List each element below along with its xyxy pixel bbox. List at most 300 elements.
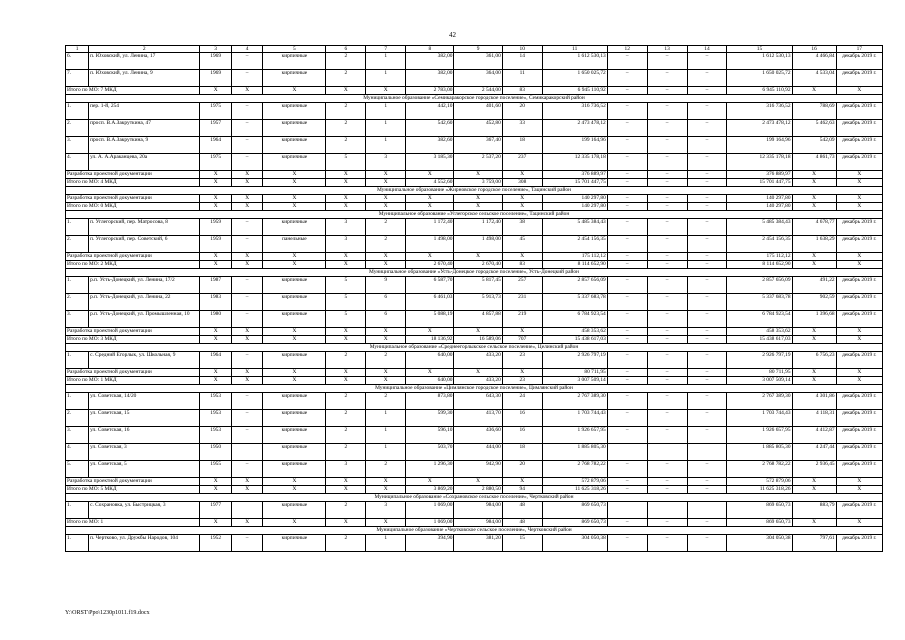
table-cell: 219 — [502, 311, 542, 328]
table-cell: 4 861,73 — [792, 154, 836, 171]
row-number-cell: 3. — [66, 137, 89, 154]
table-cell: 38 — [502, 219, 542, 236]
summary-cell: X — [231, 369, 263, 377]
table-cell: 2 — [326, 427, 366, 444]
table-cell: 1 — [366, 427, 406, 444]
table-cell: 2 — [326, 393, 366, 410]
table-row — [66, 444, 883, 461]
summary-cell: X — [836, 369, 882, 377]
table-cell: 4 247,44 — [792, 444, 836, 461]
summary-cell: 80 711,95 — [727, 369, 792, 377]
table-cell: кирпичные — [263, 352, 326, 369]
summary-row — [66, 486, 883, 494]
summary-cell: – — [687, 171, 727, 179]
table-row — [66, 410, 883, 427]
table-cell: – — [231, 393, 263, 410]
table-cell: 942,90 — [454, 461, 502, 478]
address-cell: р.п. Усть-Донецкий, ул. Промышленная, 10 — [89, 311, 200, 328]
summary-cell: X — [326, 195, 366, 203]
table-cell: – — [607, 53, 647, 70]
summary-cell: 2 544,00 — [454, 87, 502, 95]
summary-cell: X — [792, 261, 836, 269]
table-cell: 788,69 — [792, 103, 836, 120]
row-number-cell: 1. — [66, 103, 89, 120]
summary-cell: X — [454, 369, 502, 377]
summary-cell: 707 — [502, 336, 542, 344]
table-cell: – — [647, 137, 687, 154]
address-cell: ул. Советская, 14/20 — [89, 393, 200, 410]
table-cell: 5 — [326, 277, 366, 294]
table-cell: – — [607, 410, 647, 427]
table-cell: декабрь 2019 г. — [836, 219, 882, 236]
summary-cell: X — [231, 377, 263, 385]
column-number-cell: 6 — [326, 46, 366, 53]
summary-cell: – — [687, 519, 727, 527]
table-cell: – — [607, 154, 647, 171]
table-cell: 16 — [502, 427, 542, 444]
summary-cell: X — [200, 171, 232, 179]
summary-cell: X — [263, 377, 326, 385]
table-cell: – — [607, 311, 647, 328]
address-cell: с. Средний Егорлык, ул. Школьная, 9 — [89, 352, 200, 369]
summary-cell: X — [326, 519, 366, 527]
summary-cell: X — [231, 336, 263, 344]
table-cell: – — [231, 427, 263, 444]
table-cell: 2 — [366, 461, 406, 478]
summary-cell: – — [687, 253, 727, 261]
summary-cell: X — [326, 171, 366, 179]
table-cell: декабрь 2019 г. — [836, 444, 882, 461]
summary-cell: X — [263, 369, 326, 377]
summary-row — [66, 519, 883, 527]
table-cell: 2 — [366, 236, 406, 253]
summary-cell: 2 880,50 — [454, 486, 502, 494]
summary-cell: X — [792, 253, 836, 261]
table-cell: 2 — [326, 502, 366, 519]
summary-cell: X — [454, 478, 502, 486]
summary-cell: 2 670,40 — [406, 261, 454, 269]
table-cell: – — [687, 120, 727, 137]
table-cell: – — [231, 137, 263, 154]
table-cell: – — [231, 410, 263, 427]
row-number-cell: 4. — [66, 154, 89, 171]
table-cell: 4 857,88 — [454, 311, 502, 328]
row-number-cell: 1. — [66, 352, 89, 369]
summary-cell: X — [792, 87, 836, 95]
table-cell: – — [687, 219, 727, 236]
table-cell: – — [647, 461, 687, 478]
table-cell: кирпичные — [263, 410, 326, 427]
address-cell: ул. Советская, 16 — [89, 427, 200, 444]
summary-cell: X — [366, 179, 406, 187]
summary-cell: X — [454, 195, 502, 203]
table-cell: 2 — [366, 219, 406, 236]
summary-cell: X — [792, 195, 836, 203]
table-cell: 316 736,52 — [727, 103, 792, 120]
address-cell: с. Сохрановка, ул. Быстрицкая, 3 — [89, 502, 200, 519]
table-cell: 361,00 — [454, 53, 502, 70]
summary-cell: X — [263, 478, 326, 486]
table-cell: 2 936,45 — [792, 461, 836, 478]
row-number-cell: 1. — [66, 219, 89, 236]
table-cell: – — [607, 393, 647, 410]
table-cell: – — [687, 393, 727, 410]
summary-cell: X — [836, 478, 882, 486]
summary-cell: X — [406, 253, 454, 261]
summary-cell: X — [792, 336, 836, 344]
table-cell: 14 — [502, 53, 542, 70]
summary-cell: X — [326, 179, 366, 187]
summary-label: Итого по МО: 2 МКД — [66, 261, 200, 269]
table-cell: – — [647, 427, 687, 444]
summary-cell: X — [263, 336, 326, 344]
summary-cell: X — [200, 336, 232, 344]
table-cell: 4 118,31 — [792, 410, 836, 427]
table-cell: – — [607, 352, 647, 369]
table-cell: 1 — [366, 120, 406, 137]
column-number-cell: 12 — [607, 46, 647, 53]
table-cell: 1964 — [200, 352, 232, 369]
summary-cell: X — [792, 369, 836, 377]
table-cell: 2 768 782,22 — [727, 461, 792, 478]
summary-cell: 18 136,92 — [406, 336, 454, 344]
table-cell: 5 — [326, 311, 366, 328]
summary-cell: 1 069,00 — [406, 519, 454, 527]
row-number-cell: 3. — [66, 311, 89, 328]
municipality-section-title: Муниципальное образование «Цимлянское городское поселение», Цимлянский район — [66, 385, 883, 393]
table-cell: 367,40 — [454, 137, 502, 154]
row-number-cell: 3. — [66, 427, 89, 444]
summary-cell: – — [607, 203, 647, 211]
table-cell: 5 337 683,78 — [542, 294, 607, 311]
summary-cell: X — [406, 478, 454, 486]
table-cell: 1 650 025,72 — [542, 70, 607, 87]
table-cell: 4 301,86 — [792, 393, 836, 410]
summary-cell: 11 625 318,26 — [542, 486, 607, 494]
summary-cell: 6 945 110,92 — [542, 87, 607, 95]
summary-cell: 3 007 509,14 — [727, 377, 792, 385]
table-cell: 1 612 530,13 — [727, 53, 792, 70]
summary-label: Разработка проектной документации — [66, 478, 200, 486]
table-cell: 869 650,73 — [727, 502, 792, 519]
row-number-cell: 1. — [66, 277, 89, 294]
table-cell: кирпичные — [263, 311, 326, 328]
table-cell: 5 088,19 — [406, 311, 454, 328]
summary-cell: X — [792, 519, 836, 527]
municipality-section-title: Муниципальное образование «Сохрановское сельское поселение», Чертковский район — [66, 494, 883, 502]
table-cell: – — [231, 219, 263, 236]
table-cell: – — [687, 461, 727, 478]
summary-cell: X — [263, 486, 326, 494]
column-number-cell: 9 — [454, 46, 502, 53]
table-cell: 1977 — [200, 502, 232, 519]
table-cell: – — [647, 535, 687, 552]
table-cell: декабрь 2019 г. — [836, 393, 882, 410]
table-cell: 1 885 805,30 — [542, 444, 607, 461]
summary-cell: – — [607, 486, 647, 494]
table-cell: – — [687, 352, 727, 369]
table-cell: – — [231, 311, 263, 328]
table-cell: – — [687, 154, 727, 171]
table-cell: 5 485 384,43 — [727, 219, 792, 236]
summary-cell: 308 — [502, 179, 542, 187]
summary-cell: X — [836, 328, 882, 336]
summary-row — [66, 336, 883, 344]
table-cell: 640,00 — [406, 352, 454, 369]
table-cell: кирпичные — [263, 277, 326, 294]
table-cell — [647, 444, 687, 461]
summary-cell: – — [647, 203, 687, 211]
summary-cell: 3 759,00 — [454, 179, 502, 187]
table-cell: 2 — [326, 352, 366, 369]
table-cell: – — [607, 219, 647, 236]
table-cell: 6 784 923,54 — [727, 311, 792, 328]
summary-row — [66, 261, 883, 269]
table-cell: – — [647, 53, 687, 70]
row-number-cell: 6. — [66, 53, 89, 70]
summary-cell: 175 112,12 — [727, 253, 792, 261]
summary-cell: X — [263, 519, 326, 527]
table-cell: 1953 — [200, 393, 232, 410]
row-number-cell: 7. — [66, 70, 89, 87]
summary-cell: X — [836, 87, 882, 95]
municipality-section-row — [66, 187, 883, 195]
summary-cell: – — [687, 328, 727, 336]
summary-cell: X — [836, 377, 882, 385]
table-cell: 6 756,23 — [792, 352, 836, 369]
summary-cell: X — [200, 179, 232, 187]
summary-cell: X — [263, 203, 326, 211]
table-cell: – — [647, 236, 687, 253]
summary-cell: – — [607, 261, 647, 269]
table-cell: – — [231, 70, 263, 87]
table-cell: 1 — [366, 535, 406, 552]
summary-cell: – — [687, 87, 727, 95]
column-number-cell: 17 — [836, 46, 882, 53]
table-cell: декабрь 2019 г. — [836, 53, 882, 70]
table-cell: – — [647, 277, 687, 294]
table-cell: 2 857 656,09 — [727, 277, 792, 294]
municipality-section-row — [66, 527, 883, 535]
summary-label: Итого по МО: 1 МКД — [66, 377, 200, 385]
municipality-section-title: Муниципальное образование «Жирновское городское поселение», Тацинский район — [66, 187, 883, 195]
table-cell: 5 — [326, 294, 366, 311]
table-cell: 5 — [326, 154, 366, 171]
summary-row — [66, 179, 883, 187]
table-cell: 1953 — [200, 427, 232, 444]
table-cell: 1 — [366, 103, 406, 120]
summary-cell: 83 — [502, 261, 542, 269]
table-cell: – — [687, 311, 727, 328]
summary-cell: 15 701 447,75 — [727, 179, 792, 187]
footer-file-path: Y:\ORST\Ppo\1230p1011.f19.docx — [65, 610, 150, 616]
table-cell — [607, 444, 647, 461]
table-cell: 3 — [366, 502, 406, 519]
table-cell: кирпичные — [263, 535, 326, 552]
table-cell: 2 473 478,12 — [727, 120, 792, 137]
table-cell: – — [231, 277, 263, 294]
table-cell: – — [687, 410, 727, 427]
summary-cell: X — [836, 203, 882, 211]
summary-cell: X — [200, 377, 232, 385]
table-cell: 2 926 797,19 — [727, 352, 792, 369]
table-cell: 2 — [366, 393, 406, 410]
table-cell: – — [647, 393, 687, 410]
summary-cell: X — [326, 486, 366, 494]
column-number-cell: 5 — [263, 46, 326, 53]
summary-cell: 94 — [502, 486, 542, 494]
table-cell: 1 069,00 — [406, 502, 454, 519]
table-cell: кирпичные — [263, 294, 326, 311]
summary-row — [66, 171, 883, 179]
summary-cell: – — [607, 179, 647, 187]
summary-cell: 11 625 318,26 — [727, 486, 792, 494]
summary-row — [66, 253, 883, 261]
summary-cell: – — [687, 261, 727, 269]
table-cell: декабрь 2019 г. — [836, 294, 882, 311]
summary-cell: 4 552,60 — [406, 179, 454, 187]
summary-cell: 376 889,97 — [542, 171, 607, 179]
summary-label: Итого по МО: 7 МКД — [66, 87, 200, 95]
table-cell: 2 — [326, 137, 366, 154]
table-cell: 1 — [366, 53, 406, 70]
address-cell: ул. А. А.Араканцева, 20а — [89, 154, 200, 171]
table-cell: 2 — [326, 535, 366, 552]
table-cell: 6 — [366, 311, 406, 328]
table-cell: 33 — [502, 120, 542, 137]
summary-cell: X — [263, 171, 326, 179]
table-cell: 6 461,03 — [406, 294, 454, 311]
table-cell: – — [647, 410, 687, 427]
row-number-cell: 5. — [66, 461, 89, 478]
summary-cell: X — [200, 486, 232, 494]
summary-cell: – — [607, 253, 647, 261]
summary-cell: X — [366, 486, 406, 494]
summary-cell: X — [326, 328, 366, 336]
summary-cell: 15 438 617,03 — [727, 336, 792, 344]
table-row — [66, 393, 883, 410]
row-number-cell: 1. — [66, 502, 89, 519]
address-cell: п. Юховский, ул. Ленина, 9 — [89, 70, 200, 87]
table-cell: 4 678,77 — [792, 219, 836, 236]
table-cell: 542,09 — [792, 137, 836, 154]
table-cell — [231, 444, 263, 461]
summary-cell: X — [406, 369, 454, 377]
table-cell: 1 296,30 — [406, 461, 454, 478]
table-cell: 1975 — [200, 103, 232, 120]
summary-cell: X — [326, 369, 366, 377]
summary-cell: X — [231, 179, 263, 187]
table-cell: 3 185,30 — [406, 154, 454, 171]
table-cell: 4 412,87 — [792, 427, 836, 444]
table-cell: 436,60 — [454, 427, 502, 444]
summary-cell: X — [502, 253, 542, 261]
summary-cell: – — [647, 486, 687, 494]
address-cell: п. Чертково, ул. Дружбы Народов, 104 — [89, 535, 200, 552]
table-cell: 12 335 178,18 — [727, 154, 792, 171]
summary-cell: – — [607, 519, 647, 527]
summary-cell: X — [366, 253, 406, 261]
table-cell: 5 462,63 — [792, 120, 836, 137]
summary-cell: 458 353,62 — [542, 328, 607, 336]
table-cell: декабрь 2019 г. — [836, 277, 882, 294]
summary-cell: X — [454, 203, 502, 211]
table-cell: 1953 — [200, 410, 232, 427]
summary-cell: – — [607, 377, 647, 385]
table-cell: 16 — [502, 410, 542, 427]
summary-cell: – — [687, 486, 727, 494]
table-cell: 442,10 — [406, 103, 454, 120]
table-cell: 20 — [502, 103, 542, 120]
summary-cell: X — [366, 519, 406, 527]
table-cell: – — [647, 154, 687, 171]
table-cell: – — [687, 103, 727, 120]
summary-cell: X — [406, 203, 454, 211]
summary-cell: – — [607, 195, 647, 203]
summary-cell: X — [231, 478, 263, 486]
summary-row — [66, 478, 883, 486]
column-number-cell: 2 — [89, 46, 200, 53]
table-cell: 869 650,73 — [542, 502, 607, 519]
table-cell: 1 172,40 — [454, 219, 502, 236]
table-cell: 15 — [502, 535, 542, 552]
summary-cell: X — [836, 171, 882, 179]
summary-cell: X — [263, 195, 326, 203]
summary-cell: X — [200, 261, 232, 269]
table-cell: – — [607, 535, 647, 552]
table-cell: 2 454 156,35 — [727, 236, 792, 253]
table-cell: 6 784 923,54 — [542, 311, 607, 328]
table-row — [66, 277, 883, 294]
table-cell: – — [687, 137, 727, 154]
table-cell: 1 — [366, 70, 406, 87]
table-cell: декабрь 2019 г. — [836, 311, 882, 328]
municipality-section-row — [66, 494, 883, 502]
summary-row — [66, 203, 883, 211]
summary-cell: – — [687, 195, 727, 203]
summary-cell: – — [647, 377, 687, 385]
municipality-section-row — [66, 211, 883, 219]
table-cell: 382,00 — [406, 53, 454, 70]
table-cell: – — [607, 294, 647, 311]
summary-cell: 572 879,06 — [542, 478, 607, 486]
summary-cell: 640,00 — [406, 377, 454, 385]
table-cell: 1 498,00 — [454, 236, 502, 253]
summary-cell: 8 114 652,90 — [727, 261, 792, 269]
column-number-cell: 16 — [792, 46, 836, 53]
address-cell: просп. В.А.Закруткина, 9 — [89, 137, 200, 154]
summary-cell: X — [454, 328, 502, 336]
table-cell: 18 — [502, 137, 542, 154]
table-cell: 873,80 — [406, 393, 454, 410]
table-cell: – — [647, 103, 687, 120]
table-cell: 12 335 178,18 — [542, 154, 607, 171]
summary-cell: X — [836, 486, 882, 494]
column-number-cell: 15 — [727, 46, 792, 53]
municipality-section-row — [66, 344, 883, 352]
table-cell: – — [687, 277, 727, 294]
summary-cell: X — [502, 478, 542, 486]
summary-cell: X — [200, 519, 232, 527]
table-cell: 1959 — [200, 219, 232, 236]
summary-cell: X — [792, 203, 836, 211]
table-row — [66, 154, 883, 171]
municipality-section-row — [66, 385, 883, 393]
summary-cell: X — [200, 195, 232, 203]
summary-cell: – — [647, 253, 687, 261]
summary-cell: X — [366, 171, 406, 179]
summary-cell: X — [792, 377, 836, 385]
